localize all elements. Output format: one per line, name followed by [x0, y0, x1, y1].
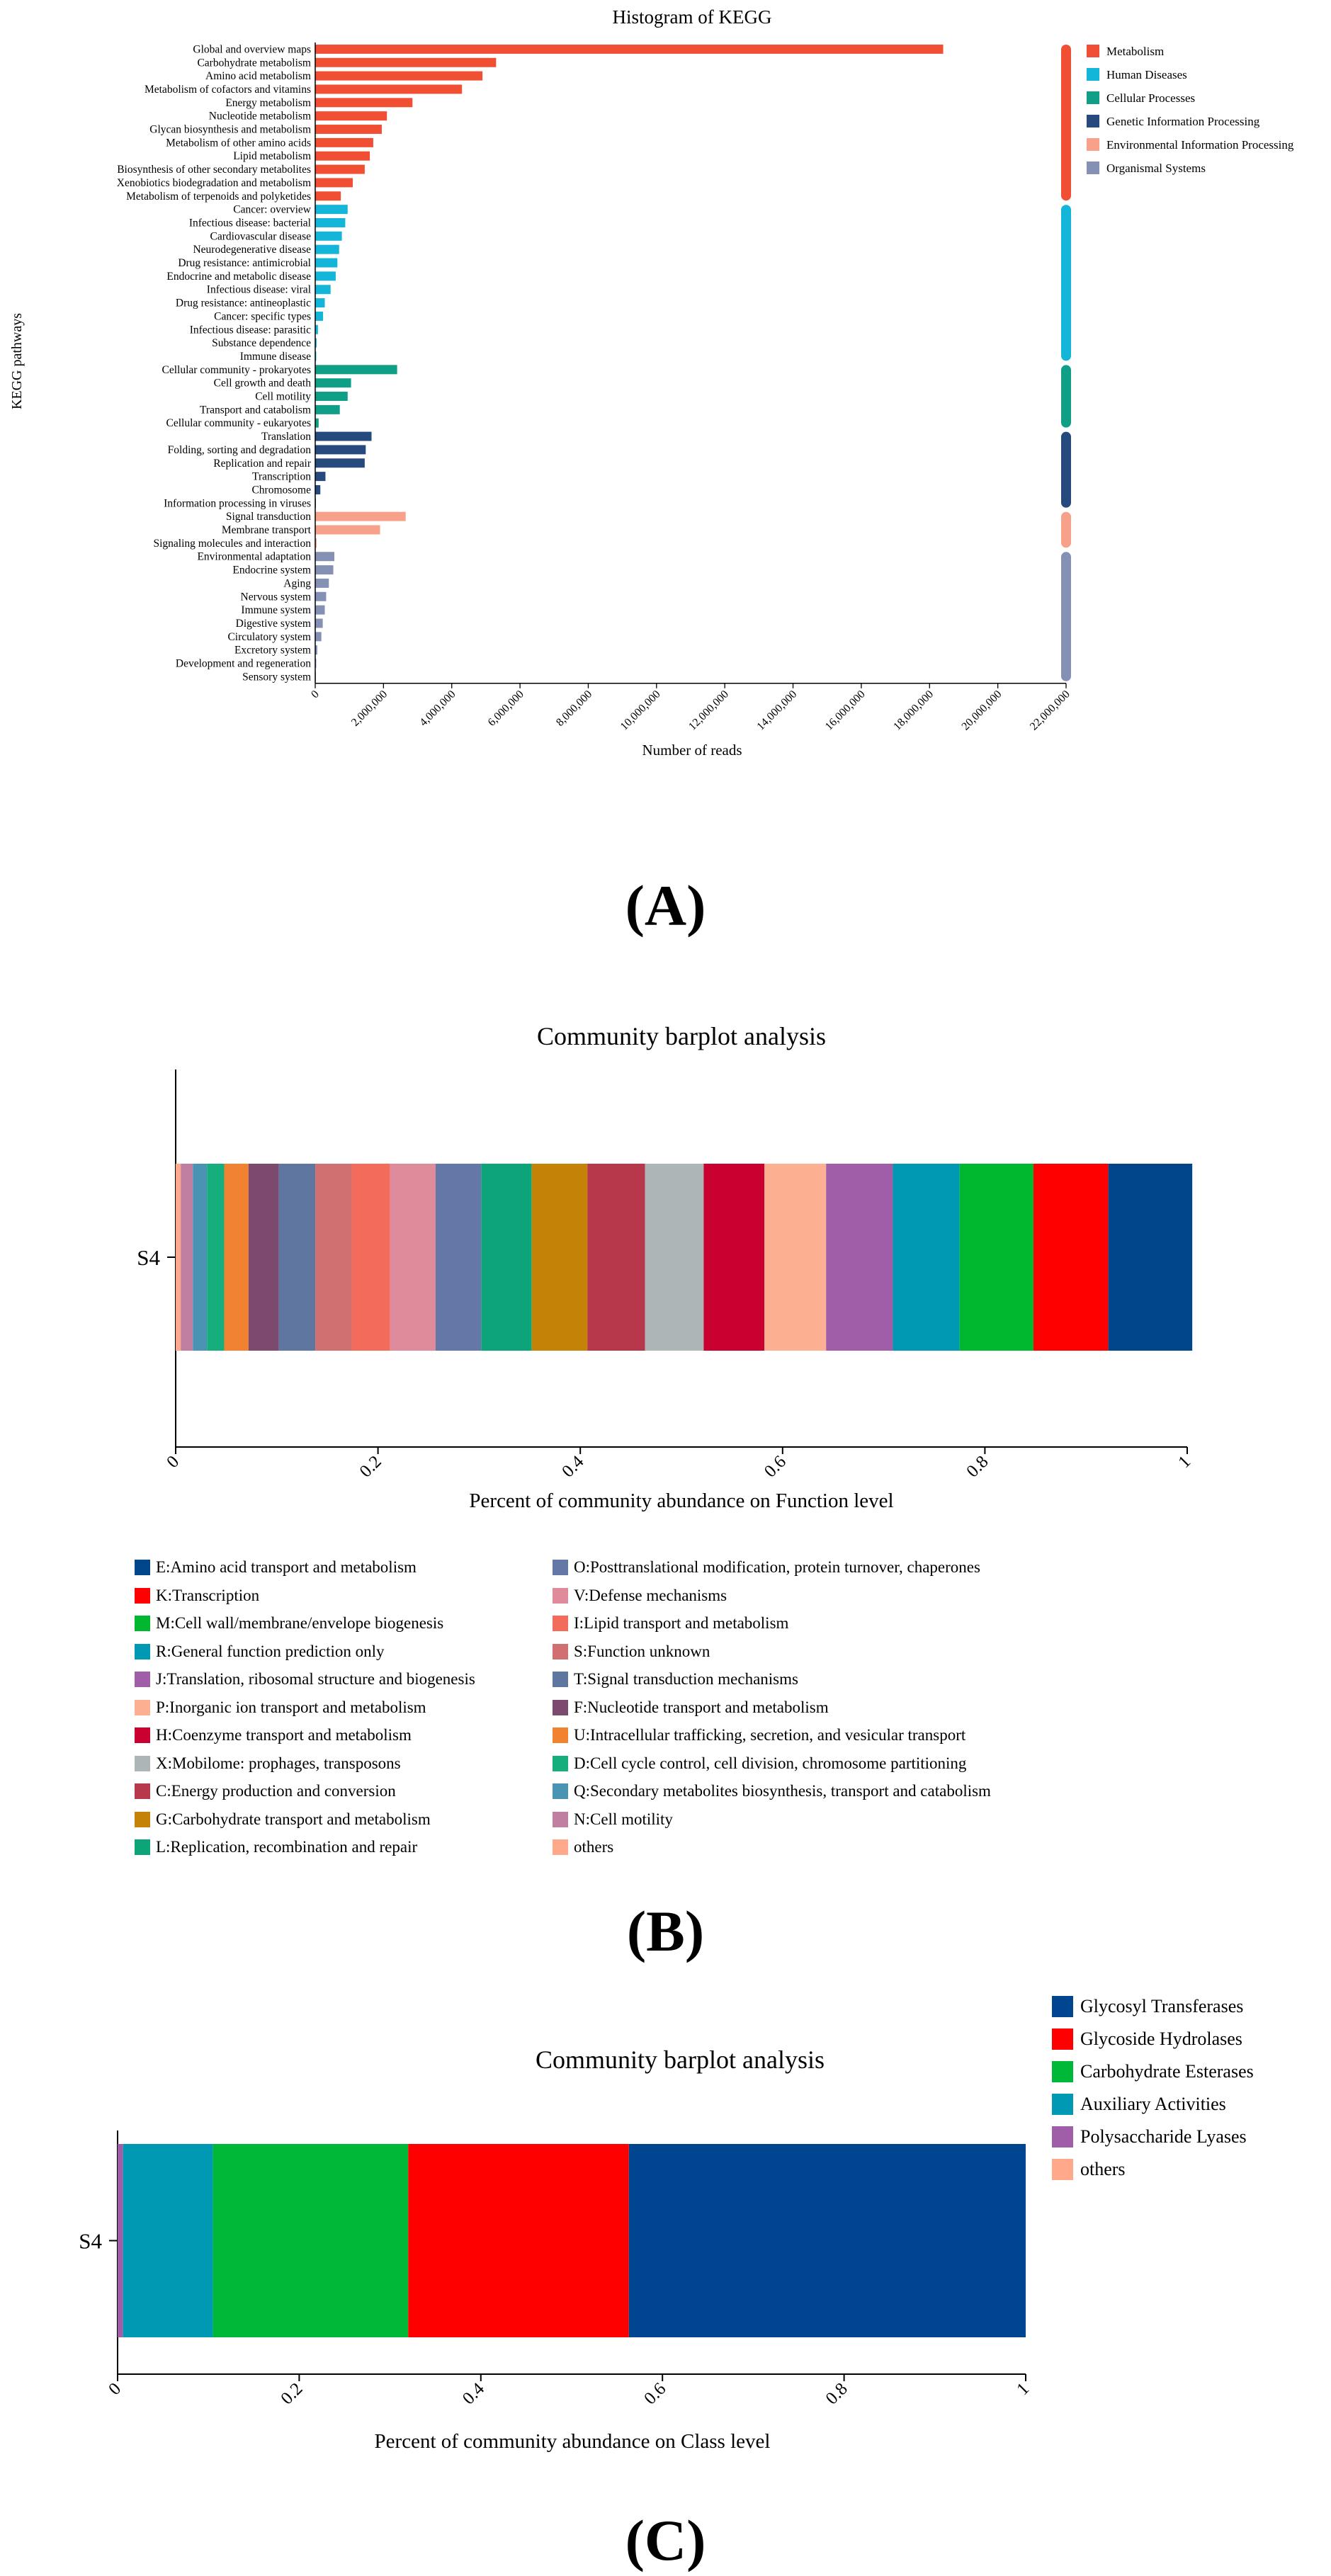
legend-swatch	[553, 1812, 568, 1827]
legend-swatch	[553, 1727, 568, 1743]
kegg-pathway-label: Cellular community - eukaryotes	[166, 417, 311, 430]
kegg-bar	[315, 72, 482, 81]
kegg-bar	[315, 152, 370, 161]
kegg-pathway-label: Infectious disease: parasitic	[189, 324, 311, 336]
kegg-bar	[315, 512, 406, 521]
legend-item	[553, 1838, 613, 1856]
legend-swatch	[135, 1560, 150, 1575]
legend-swatch	[553, 1588, 568, 1604]
x-tick-label: 2,000,000	[349, 688, 390, 729]
kegg-pathway-label: Nervous system	[240, 591, 311, 603]
kegg-pathway-label: Excretory system	[234, 644, 311, 657]
kegg-pathway-label: Substance dependence	[212, 337, 311, 350]
kegg-pathway-label: Transport and catabolism	[200, 404, 311, 416]
legend-item	[1052, 2061, 1254, 2082]
kegg-group-bracket	[1061, 45, 1071, 200]
kegg-pathway-label: Folding, sorting and degradation	[167, 443, 311, 456]
legend-swatch	[1052, 2061, 1073, 2082]
legend-label: Metabolism	[1106, 45, 1165, 58]
kegg-bar	[315, 232, 342, 241]
legend-label: T:Signal transduction mechanisms	[574, 1670, 798, 1688]
kegg-bar	[315, 378, 351, 387]
kegg-pathway-label: Cardiovascular disease	[210, 230, 311, 243]
legend-label: Carbohydrate Esterases	[1080, 2061, 1254, 2082]
legend-item	[135, 1838, 417, 1856]
kegg-bar	[315, 405, 340, 414]
x-tick-label: 10,000,000	[618, 688, 663, 733]
x-tick-label: 1	[1013, 2379, 1033, 2400]
legend-swatch	[1087, 161, 1099, 174]
kegg-bar	[315, 125, 382, 134]
kegg-pathway-label: Cancer: overview	[233, 203, 311, 216]
kegg-pathway-label: Cell motility	[255, 390, 311, 403]
legend-swatch	[135, 1839, 150, 1855]
kegg-pathway-label: Translation	[261, 431, 311, 443]
kegg-bar	[315, 312, 323, 321]
x-tick-label: 1	[1174, 1452, 1195, 1473]
legend-item	[135, 1810, 431, 1829]
stacked-segment	[960, 1164, 1033, 1351]
legend-label: Cellular Processes	[1106, 91, 1196, 105]
legend-swatch	[1087, 115, 1099, 127]
kegg-pathway-label: Metabolism of cofactors and vitamins	[144, 83, 311, 96]
legend-label: M:Cell wall/membrane/envelope biogenesis	[156, 1614, 444, 1632]
legend-swatch	[1087, 45, 1099, 57]
kegg-bar	[315, 579, 329, 588]
kegg-bar	[315, 472, 325, 481]
stacked-segment	[629, 2144, 1026, 2337]
stacked-segment	[390, 1164, 436, 1351]
kegg-bar	[315, 632, 322, 641]
x-tick-label: 14,000,000	[754, 688, 800, 733]
legend-swatch	[135, 1783, 150, 1799]
legend-swatch	[135, 1812, 150, 1827]
legend-swatch	[1052, 2159, 1073, 2180]
legend-swatch	[1052, 1996, 1073, 2017]
legend-label: F:Nucleotide transport and metabolism	[574, 1698, 829, 1716]
kegg-bar	[315, 45, 944, 54]
legend-item	[553, 1614, 788, 1633]
kegg-pathway-label: Aging	[283, 577, 311, 590]
x-tick-label: 0.4	[458, 2379, 489, 2409]
x-tick-label: 0.8	[963, 1452, 992, 1482]
kegg-pathway-label: Amino acid metabolism	[205, 70, 311, 83]
kegg-pathway-label: Energy metabolism	[225, 96, 311, 109]
legend-label: U:Intracellular trafficking, secretion, and vesicular transport	[574, 1726, 966, 1744]
kegg-group-bracket	[1061, 512, 1071, 548]
legend-item	[553, 1698, 829, 1717]
legend-item	[135, 1726, 412, 1744]
kegg-pathway-label: Circulatory system	[227, 630, 311, 643]
stacked-segment	[1033, 1164, 1109, 1351]
legend-item	[135, 1670, 475, 1689]
legend-label: C:Energy production and conversion	[156, 1782, 396, 1800]
stacked-segment	[249, 1164, 279, 1351]
stacked-segment	[1109, 1164, 1193, 1351]
chart-a-ylabel: KEGG pathways	[9, 312, 25, 410]
kegg-bar	[315, 618, 323, 628]
legend-item	[553, 1670, 798, 1689]
x-tick-label: 20,000,000	[959, 688, 1004, 733]
kegg-bar	[315, 138, 373, 147]
kegg-pathway-label: Infectious disease: viral	[206, 283, 311, 296]
legend-label: I:Lipid transport and metabolism	[574, 1614, 789, 1632]
stacked-segment	[587, 1164, 645, 1351]
stacked-segment	[532, 1164, 588, 1351]
kegg-pathway-label: Sensory system	[242, 671, 311, 683]
kegg-pathway-label: Glycan biosynthesis and metabolism	[149, 123, 311, 136]
legend-label: R:General function prediction only	[156, 1642, 385, 1660]
legend-swatch	[135, 1616, 150, 1631]
kegg-pathway-label: Information processing in viruses	[164, 497, 311, 510]
kegg-bar	[315, 259, 337, 268]
x-tick-label: 0	[309, 688, 322, 701]
kegg-pathway-label: Drug resistance: antineoplastic	[175, 297, 311, 310]
panel-label-b: (B)	[626, 1899, 705, 1963]
kegg-bar	[315, 111, 387, 120]
stacked-segment	[703, 1164, 764, 1351]
x-tick-label: 12,000,000	[686, 688, 732, 733]
kegg-bar	[315, 485, 320, 494]
stacked-segment	[645, 1164, 704, 1351]
legend-label: others	[1080, 2159, 1126, 2179]
legend-swatch	[553, 1783, 568, 1799]
legend-item	[135, 1754, 401, 1773]
stacked-segment	[893, 1164, 959, 1351]
legend-label: Polysaccharide Lyases	[1080, 2126, 1247, 2147]
stacked-segment	[481, 1164, 531, 1351]
x-tick-label: 4,000,000	[417, 688, 458, 729]
legend-item	[553, 1754, 966, 1773]
kegg-bar	[315, 606, 324, 615]
kegg-bar	[315, 298, 324, 307]
kegg-pathway-label: Metabolism of terpenoids and polyketides	[126, 190, 311, 203]
kegg-bar	[315, 552, 334, 561]
legend-label: J:Translation, ribosomal structure and biogenesis	[156, 1670, 475, 1688]
stacked-segment	[193, 1164, 207, 1351]
legend-item	[135, 1558, 417, 1577]
chart-a-title: Histogram of KEGG	[612, 6, 772, 28]
x-tick-label: 18,000,000	[891, 688, 936, 733]
legend-label: Glycosyl Transferases	[1080, 1996, 1244, 2016]
kegg-pathway-label: Cellular community - prokaryotes	[162, 363, 311, 376]
legend-swatch	[553, 1700, 568, 1715]
kegg-pathway-label: Neurodegenerative disease	[193, 244, 311, 256]
legend-swatch	[135, 1644, 150, 1659]
x-tick-label: 0.6	[760, 1452, 791, 1482]
kegg-bar	[315, 58, 496, 67]
legend-item	[553, 1587, 727, 1605]
legend-swatch	[135, 1727, 150, 1743]
stacked-segment	[181, 1164, 193, 1351]
kegg-pathway-label: Global and overview maps	[193, 43, 311, 56]
stacked-segment	[351, 1164, 390, 1351]
x-tick-label: 0	[163, 1452, 183, 1473]
legend-item	[1052, 2029, 1242, 2050]
legend-label: Q:Secondary metabolites biosynthesis, transport and catabolism	[574, 1782, 991, 1800]
kegg-pathway-label: Development and regeneration	[175, 657, 311, 670]
kegg-pathway-label: Immune disease	[239, 350, 311, 363]
kegg-bar	[315, 392, 348, 401]
legend-label: K:Transcription	[156, 1586, 260, 1604]
x-tick-label: 22,000,000	[1027, 688, 1072, 733]
sample-label: S4	[79, 2228, 102, 2254]
kegg-histogram	[0, 0, 1331, 779]
panel-label-c: (C)	[625, 2508, 706, 2572]
kegg-pathway-label: Endocrine and metabolic disease	[166, 270, 311, 283]
legend-item	[1052, 2159, 1126, 2180]
legend-label: P:Inorganic ion transport and metabolism	[156, 1698, 426, 1716]
kegg-pathway-label: Carbohydrate metabolism	[197, 57, 311, 69]
kegg-bar	[315, 592, 326, 601]
legend-label: L:Replication, recombination and repair	[156, 1838, 418, 1856]
kegg-bar	[315, 245, 339, 254]
stacked-segment	[118, 2144, 123, 2337]
legend-label: Organismal Systems	[1106, 161, 1206, 175]
stacked-segment	[123, 2144, 213, 2337]
legend-label: Environmental Information Processing	[1106, 138, 1294, 152]
kegg-pathway-label: Metabolism of other amino acids	[166, 137, 311, 149]
kegg-group-bracket	[1061, 432, 1071, 508]
kegg-bar	[315, 205, 348, 214]
class-barplot	[0, 2012, 1331, 2521]
chart-a-xlabel: Number of reads	[642, 742, 742, 759]
x-tick-label: 0.6	[640, 2379, 670, 2409]
legend-item	[1052, 1996, 1243, 2017]
x-tick-label: 0.2	[277, 2379, 307, 2409]
legend-label: Glycoside Hydrolases	[1080, 2029, 1242, 2049]
legend-label: N:Cell motility	[574, 1810, 673, 1828]
kegg-bar	[315, 432, 372, 441]
kegg-pathway-label: Lipid metabolism	[233, 150, 311, 163]
stacked-segment	[436, 1164, 481, 1351]
kegg-bar	[315, 445, 366, 454]
kegg-pathway-label: Drug resistance: antimicrobial	[178, 257, 311, 270]
kegg-pathway-label: Digestive system	[235, 617, 311, 630]
legend-swatch	[1052, 2029, 1073, 2050]
x-tick-label: 8,000,000	[554, 688, 595, 729]
kegg-group-bracket	[1061, 205, 1071, 361]
legend-label: E:Amino acid transport and metabolism	[156, 1558, 417, 1576]
sample-label: S4	[137, 1245, 160, 1270]
kegg-bar	[315, 218, 345, 227]
legend-swatch	[1087, 68, 1099, 81]
chart-b-title: Community barplot analysis	[537, 1022, 826, 1050]
legend-item	[553, 1642, 710, 1661]
kegg-pathway-label: Xenobiotics biodegradation and metabolism	[116, 176, 311, 189]
kegg-bar	[315, 565, 334, 574]
legend-item	[553, 1810, 673, 1829]
x-tick-label: 0	[105, 2379, 125, 2400]
kegg-pathway-label: Membrane transport	[221, 524, 311, 537]
legend-swatch	[135, 1700, 150, 1715]
legend-swatch	[553, 1616, 568, 1631]
legend-item	[135, 1698, 426, 1717]
stacked-segment	[826, 1164, 893, 1351]
function-barplot	[0, 992, 1331, 1530]
legend-label: H:Coenzyme transport and metabolism	[156, 1726, 412, 1744]
legend-item	[135, 1587, 259, 1605]
chart-c-title: Community barplot analysis	[536, 2046, 825, 2074]
kegg-pathway-label: Cancer: specific types	[214, 310, 311, 323]
stacked-segment	[764, 1164, 826, 1351]
legend-swatch	[1087, 91, 1099, 104]
legend-label: S:Function unknown	[574, 1642, 710, 1660]
kegg-bar	[315, 526, 380, 535]
legend-swatch	[553, 1644, 568, 1659]
kegg-bar	[315, 98, 412, 107]
kegg-pathway-label: Signaling molecules and interaction	[153, 537, 311, 550]
legend-swatch	[135, 1756, 150, 1771]
legend-swatch	[553, 1756, 568, 1771]
stacked-segment	[207, 1164, 224, 1351]
kegg-pathway-label: Signal transduction	[225, 511, 311, 523]
kegg-pathway-label: Immune system	[241, 604, 311, 617]
kegg-bar	[315, 191, 341, 200]
legend-label: O:Posttranslational modification, protein turnover, chaperones	[574, 1558, 980, 1576]
legend-label: Auxiliary Activities	[1080, 2094, 1226, 2114]
legend-swatch	[1087, 138, 1099, 151]
legend-label: Human Diseases	[1106, 68, 1187, 81]
kegg-pathway-label: Replication and repair	[213, 457, 311, 470]
kegg-pathway-label: Transcription	[252, 470, 311, 483]
kegg-bar	[315, 365, 397, 374]
legend-swatch	[135, 1672, 150, 1687]
kegg-bar	[315, 271, 336, 280]
legend-label: G:Carbohydrate transport and metabolism	[156, 1810, 431, 1828]
legend-swatch	[553, 1839, 568, 1855]
legend-item	[553, 1782, 991, 1800]
panel-label-a: (A)	[625, 873, 706, 938]
legend-swatch	[1052, 2126, 1073, 2147]
kegg-bar	[315, 458, 365, 467]
legend-label: X:Mobilome: prophages, transposons	[156, 1754, 401, 1772]
kegg-group-bracket	[1061, 365, 1071, 427]
legend-item	[135, 1614, 443, 1633]
stacked-segment	[225, 1164, 249, 1351]
x-tick-label: 6,000,000	[485, 688, 526, 729]
x-tick-label: 16,000,000	[822, 688, 868, 733]
kegg-pathway-label: Infectious disease: bacterial	[188, 217, 311, 229]
x-tick-label: 0.8	[822, 2379, 851, 2409]
legend-swatch	[135, 1588, 150, 1604]
legend-swatch	[553, 1560, 568, 1575]
legend-label: V:Defense mechanisms	[574, 1586, 727, 1604]
stacked-segment	[408, 2144, 629, 2337]
stacked-segment	[279, 1164, 315, 1351]
legend-item	[135, 1642, 385, 1661]
legend-swatch	[553, 1672, 568, 1687]
kegg-pathway-label: Environmental adaptation	[197, 550, 311, 563]
kegg-bar	[315, 165, 365, 174]
chart-c-xlabel: Percent of community abundance on Class level	[374, 2430, 771, 2453]
stacked-segment	[213, 2144, 409, 2337]
legend-item	[553, 1558, 980, 1577]
x-tick-label: 0.2	[356, 1452, 385, 1482]
legend-swatch	[1052, 2094, 1073, 2115]
kegg-pathway-label: Nucleotide metabolism	[208, 110, 311, 123]
stacked-segment	[176, 1164, 181, 1351]
legend-item	[553, 1726, 965, 1744]
legend-label: Genetic Information Processing	[1106, 115, 1260, 128]
kegg-pathway-label: Biosynthesis of other secondary metabolites	[117, 164, 311, 176]
x-tick-label: 0.4	[558, 1452, 588, 1482]
kegg-pathway-label: Chromosome	[251, 484, 311, 497]
kegg-group-bracket	[1061, 552, 1071, 681]
kegg-pathway-label: Endocrine system	[232, 564, 311, 577]
legend-item	[1052, 2126, 1247, 2147]
stacked-segment	[315, 1164, 351, 1351]
kegg-bar	[315, 178, 353, 187]
kegg-bar	[315, 84, 462, 93]
legend-item	[1052, 2094, 1226, 2115]
legend-label: D:Cell cycle control, cell division, chromosome partitioning	[574, 1754, 967, 1772]
legend-item	[135, 1782, 396, 1800]
legend-label: others	[574, 1838, 614, 1856]
kegg-pathway-label: Cell growth and death	[213, 377, 311, 390]
kegg-bar	[315, 285, 331, 294]
chart-b-xlabel: Percent of community abundance on Function level	[469, 1490, 894, 1512]
